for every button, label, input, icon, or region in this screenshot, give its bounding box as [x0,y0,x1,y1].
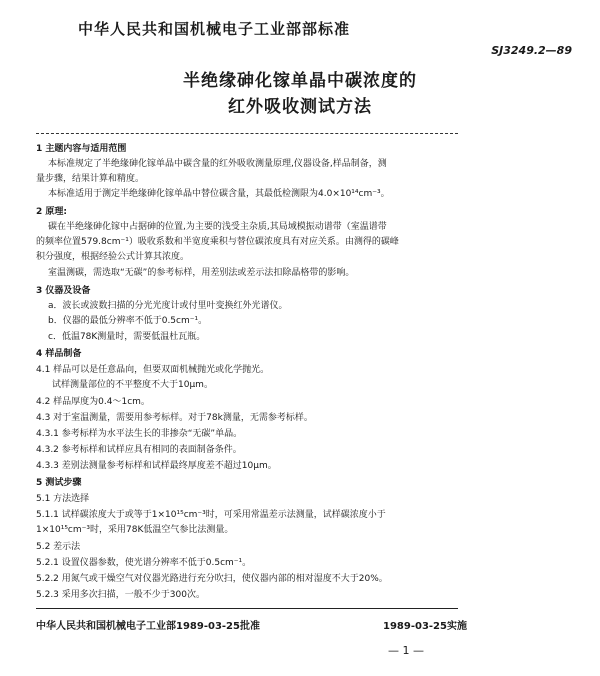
clause-line: 5.2.3 采用多次扫描，一般不少于300次。 [36,590,205,600]
clause-line: 5.1.1 试样碳浓度大于或等于1×10¹⁵cm⁻³时，可采用常温差示法测量，试样碳浓度小于 [36,510,386,520]
clause-line: 4.3 对于室温测量，需要用参考标样。对于78k测量，无需参考标样。 [36,413,313,423]
clause-line: 5.1 方法选择 [36,494,90,504]
section-2-heading: 2 原理: [36,207,67,217]
section-1-heading: 1 主题内容与适用范围 [36,144,127,154]
standard-header: 中华人民共和国机械电子工业部部标准 [78,20,351,38]
clause-line: 1×10¹⁵cm⁻³时，采用78K低温空气参比法测量。 [36,525,234,535]
section-3-heading: 3 仪器及设备 [36,286,91,296]
clause-line: 4.1 样品可以是任意晶向，但要双面机械抛光或化学抛光。 [36,365,270,375]
bottom-divider [36,608,458,609]
document-title-line-1: 半绝缘砷化镓单晶中碳浓度的 [183,71,417,91]
paragraph-line: 积分强度，根据经验公式计算其浓度。 [36,252,190,262]
top-divider [36,133,458,134]
paragraph-line: 室温测碳，需选取“无碳”的参考标样，用差别法或差示法扣除晶格带的影响。 [48,268,355,278]
clause-line: 4.3.1 参考标样为水平法生长的非掺杂“无碳”单晶。 [36,429,243,439]
page-number: — 1 — [388,644,424,657]
section-5-heading: 5 测试步骤 [36,478,82,488]
list-item: b．仪器的最低分辨率不低于0.5cm⁻¹。 [48,316,208,326]
clause-line: 4.2 样品厚度为0.4～1cm。 [36,397,150,407]
paragraph-line: 本标准适用于测定半绝缘砷化镓单晶中替位碳含量，其最低检测限为4.0×10¹⁴cm⁻³。 [48,189,390,199]
clause-line: 5.2.1 设置仪器参数，使光谱分辨率不低于0.5cm⁻¹。 [36,558,252,568]
paragraph-line: 的频率位置579.8cm⁻¹）吸收系数和半宽度乘积与替位碳浓度具有对应关系。由测得的碳峰 [36,237,399,247]
paragraph-line: 量步骤，结果计算和精度。 [36,174,145,184]
standard-code: SJ3249.2—89 [491,44,572,57]
list-item: a．波长或波数扫描的分光光度计或付里叶变换红外光谱仪。 [48,301,288,311]
document-title-line-2: 红外吸收测试方法 [228,97,372,117]
clause-line: 4.3.3 差别法测量参考标样和试样最终厚度差不超过10μm。 [36,461,277,471]
paragraph-line: 本标准规定了半绝缘砷化镓单晶中碳含量的红外吸收测量原理,仪器设备,样品制备，测 [48,159,387,169]
list-item: c．低温78K测量时，需要低温杜瓦瓶。 [48,332,206,342]
paragraph-line: 碳在半绝缘砷化镓中占据砷的位置,为主要的浅受主杂质,其局域模振动谱带（室温谱带 [48,222,387,232]
section-4-heading: 4 样品制备 [36,349,82,359]
clause-line: 5.2 差示法 [36,542,81,552]
implementation-date: 1989-03-25实施 [383,621,467,632]
clause-line: 4.3.2 参考标样和试样应具有相同的表面制备条件。 [36,445,242,455]
clause-line: 试样测量部位的不平整度不大于10μm。 [52,380,213,390]
clause-line: 5.2.2 用氮气或干燥空气对仪器光路进行充分吹扫，使仪器内部的相对湿度不大于20%。 [36,574,388,584]
approval-note: 中华人民共和国机械电子工业部1989-03-25批准 [36,621,260,632]
